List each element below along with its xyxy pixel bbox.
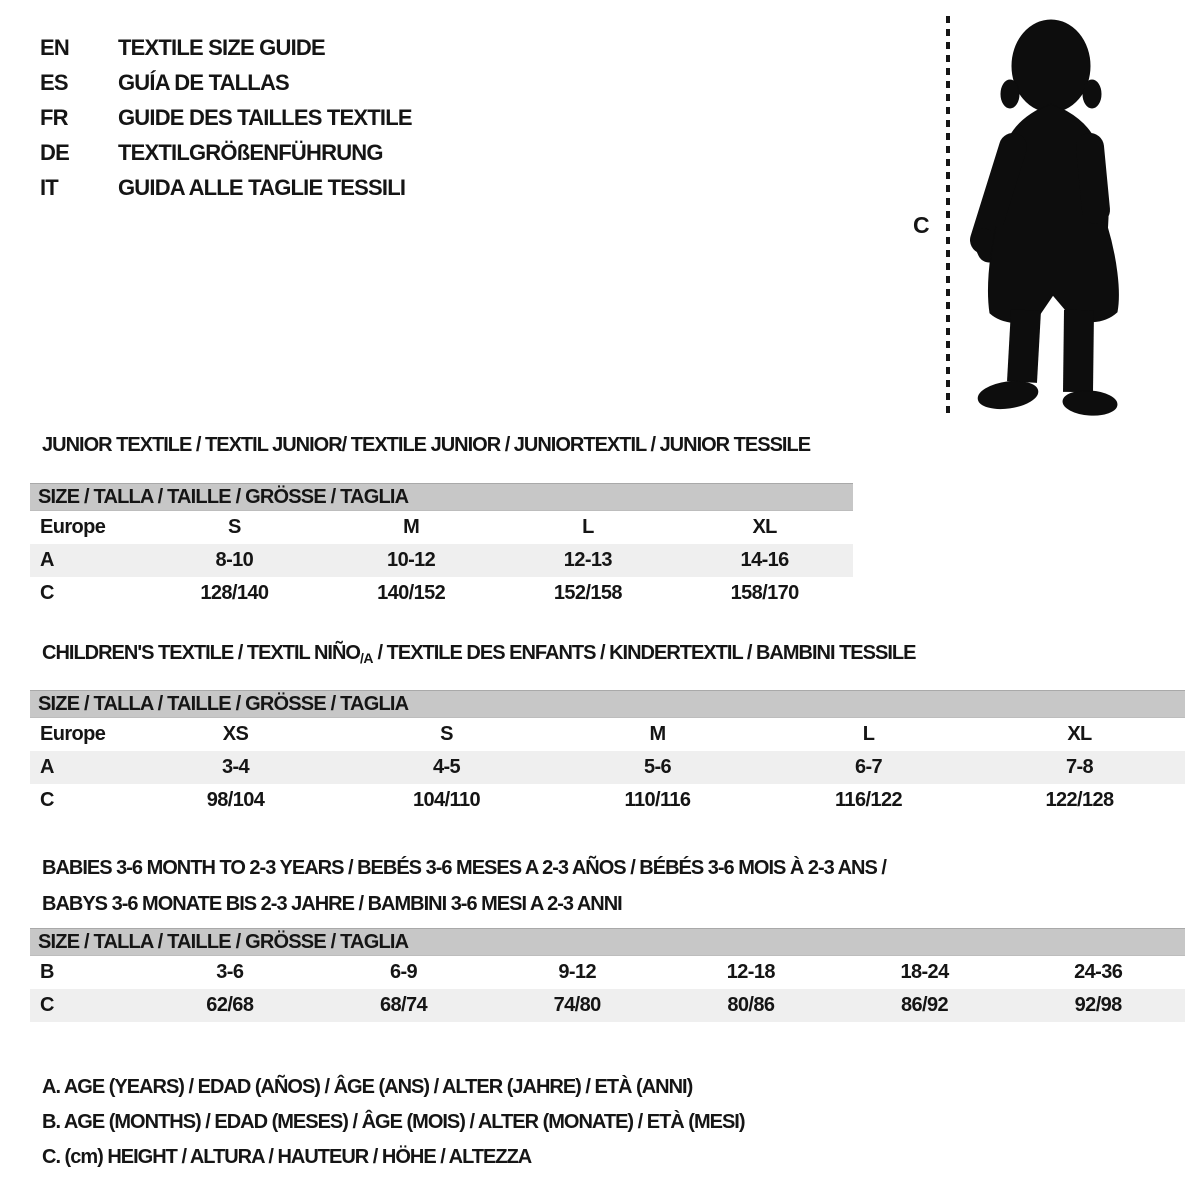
note-age-months: B. AGE (MONTHS) / EDAD (MESES) / ÂGE (MOIS) / ALTER (MONATE) / ETÀ (MESI): [42, 1111, 745, 1133]
height-cell: 74/80: [553, 994, 601, 1016]
height-cell: 110/116: [624, 789, 691, 811]
age-cell: 18-24: [900, 961, 949, 983]
size-header-label: SIZE / TALLA / TAILLE / GRÖSSE / TAGLIA: [38, 485, 409, 508]
row-label: A: [40, 756, 54, 778]
lang-code: IT: [40, 174, 58, 200]
age-cell: 9-12: [558, 961, 596, 983]
legend-notes: [42, 1070, 745, 1175]
lang-row-es: [40, 65, 412, 100]
lang-row-it: [40, 170, 412, 205]
table-row: [30, 956, 1185, 989]
babies-table-title: [42, 850, 886, 922]
row-label: C: [40, 582, 54, 604]
size-header-band: [30, 928, 1185, 956]
age-cell: 24-36: [1074, 961, 1123, 983]
lang-code: FR: [40, 104, 68, 130]
height-cell: 152/158: [553, 582, 622, 604]
note-age-years: A. AGE (YEARS) / EDAD (AÑOS) / ÂGE (ANS) / ALTER (JAHRE) / ETÀ (ANNI): [42, 1076, 693, 1098]
height-cell: 80/86: [727, 994, 775, 1016]
size-header-label: SIZE / TALLA / TAILLE / GRÖSSE / TAGLIA: [38, 692, 409, 715]
height-cell: 86/92: [900, 994, 949, 1016]
table-row: [30, 544, 853, 577]
table-row: [30, 784, 1185, 817]
age-cell: 10-12: [387, 549, 436, 571]
height-cell: 68/74: [379, 994, 428, 1016]
children-title-suffix: / TEXTILE DES ENFANTS / KINDERTEXTIL / BAMBINI TESSILE: [372, 642, 916, 664]
babies-title-line1: BABIES 3-6 MONTH TO 2-3 YEARS / BEBÉS 3-6 MESES A 2-3 AÑOS / BÉBÉS 3-6 MOIS À 2-3 ANS /: [42, 857, 886, 879]
lang-code: EN: [40, 34, 69, 60]
height-cell: 62/68: [206, 994, 254, 1016]
height-cell: 116/122: [835, 789, 902, 811]
height-cell: 158/170: [730, 582, 799, 604]
row-label: Europe: [40, 723, 106, 745]
lang-row-en: [40, 30, 412, 65]
language-title-list: [40, 30, 412, 205]
size-cell: L: [582, 516, 594, 538]
height-cell: 140/152: [377, 582, 446, 604]
size-header-label: SIZE / TALLA / TAILLE / GRÖSSE / TAGLIA: [38, 930, 409, 953]
age-cell: 4-5: [432, 756, 461, 778]
table-row: [30, 989, 1185, 1022]
age-cell: 6-7: [854, 756, 883, 778]
children-title-prefix: CHILDREN'S TEXTILE / TEXTIL NIÑO: [42, 642, 360, 664]
size-cell: XL: [1067, 723, 1092, 745]
row-label: C: [40, 994, 54, 1016]
height-cell: 92/98: [1074, 994, 1122, 1016]
age-cell: 3-4: [221, 756, 250, 778]
size-cell: XL: [752, 516, 777, 538]
row-label: A: [40, 549, 54, 571]
row-label: B: [40, 961, 54, 983]
age-cell: 5-6: [643, 756, 672, 778]
lang-title: GUÍA DE TALLAS: [118, 69, 289, 95]
lang-title: GUIDE DES TAILLES TEXTILE: [118, 104, 412, 130]
baby-silhouette-icon: [966, 14, 1138, 416]
lang-code: ES: [40, 69, 68, 95]
lang-title: TEXTILGRÖßENFÜHRUNG: [118, 139, 383, 165]
size-cell: M: [403, 516, 420, 538]
junior-size-table: [30, 483, 853, 610]
height-cell: 98/104: [206, 789, 265, 811]
height-measure-dashed-line: [946, 16, 950, 414]
age-cell: 12-18: [726, 961, 775, 983]
babies-size-table: [30, 928, 1185, 1022]
age-cell: 3-6: [216, 961, 244, 983]
height-measure-label: C: [913, 212, 930, 238]
age-cell: 14-16: [740, 549, 789, 571]
table-row: [30, 751, 1185, 784]
babies-title-line2: BABYS 3-6 MONATE BIS 2-3 JAHRE / BAMBINI 3-6 MESI A 2-3 ANNI: [42, 893, 622, 915]
lang-row-de: [40, 135, 412, 170]
children-title-sub: /A: [359, 650, 373, 666]
children-size-table: [30, 690, 1185, 817]
junior-table-title: JUNIOR TEXTILE / TEXTIL JUNIOR/ TEXTILE JUNIOR / JUNIORTEXTIL / JUNIOR TESSILE: [42, 434, 811, 456]
age-cell: 8-10: [215, 549, 254, 571]
children-table-title: [42, 642, 915, 666]
size-header-band: [30, 690, 1185, 718]
size-cell: S: [228, 516, 241, 538]
lang-code: DE: [40, 139, 69, 165]
age-cell: 7-8: [1065, 756, 1094, 778]
table-row: [30, 577, 853, 610]
lang-row-fr: [40, 100, 412, 135]
lang-title: GUIDA ALLE TAGLIE TESSILI: [118, 174, 406, 200]
height-cell: 128/140: [200, 582, 269, 604]
age-cell: 6-9: [389, 961, 418, 983]
size-header-band: [30, 483, 853, 511]
lang-title: TEXTILE SIZE GUIDE: [118, 34, 325, 60]
size-cell: L: [862, 723, 875, 745]
height-cell: 104/110: [413, 789, 480, 811]
table-row: [30, 511, 853, 544]
age-cell: 12-13: [563, 549, 612, 571]
row-label: C: [40, 789, 54, 811]
row-label: Europe: [40, 516, 106, 538]
note-height-cm: C. (cm) HEIGHT / ALTURA / HAUTEUR / HÖHE / ALTEZZA: [42, 1146, 532, 1168]
table-row: [30, 718, 1185, 751]
height-cell: 122/128: [1045, 789, 1114, 811]
size-cell: S: [440, 723, 453, 745]
size-cell: XS: [222, 723, 249, 745]
size-cell: M: [649, 723, 666, 745]
